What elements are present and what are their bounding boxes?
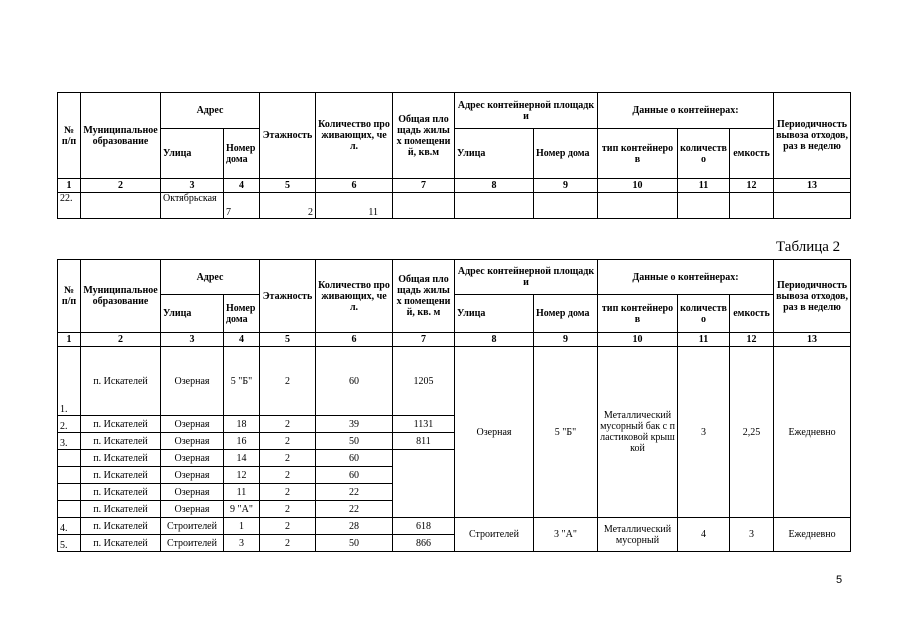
row-house: 1 [224,518,260,535]
col-number: 12 [730,179,774,193]
header-area: Общая площадь жилых помещений, кв.м [393,93,455,179]
site-street: Строителей [455,518,534,552]
row-residents: 50 [316,433,393,450]
header-container-count: количество [678,295,730,333]
header-site-address: Адрес контейнерной площадки [455,93,598,129]
row-residents: 22 [316,484,393,501]
row-num: 3. [58,433,81,450]
row-num [58,501,81,518]
col-number: 12 [730,333,774,347]
row-house: 9 "А" [224,501,260,518]
row-floors: 2 [260,484,316,501]
header-municipality: Муниципальное образование [81,260,161,333]
table-row [58,518,851,535]
table-2-header-row-1 [58,260,851,295]
header-area: Общая площадь жилых помещений, кв. м [393,260,455,333]
header-house: Номер дома [224,295,260,333]
row-floors: 2 [260,347,316,416]
row-empty [534,193,598,219]
header-frequency: Периодичность вывоза отходов, раз в неделю [774,93,851,179]
header-frequency: Периодичность вывоза отходов, раз в неделю [774,260,851,333]
row-house: 5 "Б" [224,347,260,416]
row-residents: 28 [316,518,393,535]
row-floors: 2 [260,518,316,535]
header-site-house: Номер дома [534,129,598,179]
row-floors: 2 [260,193,316,219]
header-street: Улица [161,295,224,333]
header-site-street: Улица [455,295,534,333]
col-number: 4 [224,179,260,193]
row-floors: 2 [260,416,316,433]
row-empty [730,193,774,219]
col-number: 7 [393,179,455,193]
header-container-type: тип контейнеров [598,295,678,333]
header-residents: Количество проживающих, чел. [316,260,393,333]
col-number: 10 [598,179,678,193]
site-street: Озерная [455,347,534,518]
table-1-header-row-1 [58,93,851,129]
row-municipality: п. Искателей [81,450,161,467]
col-number: 7 [393,333,455,347]
header-num: № п/п [58,260,81,333]
row-house: 12 [224,467,260,484]
col-number: 9 [534,333,598,347]
row-empty [774,193,851,219]
container-count: 3 [678,347,730,518]
row-floors: 2 [260,433,316,450]
row-municipality: п. Искателей [81,518,161,535]
site-house: 5 "Б" [534,347,598,518]
row-street: Озерная [161,450,224,467]
column-number-row [58,179,851,193]
row-area [393,450,455,518]
site-house: 3 "А" [534,518,598,552]
col-number: 3 [161,179,224,193]
row-house: 3 [224,535,260,552]
header-container-capacity: емкость [730,129,774,179]
row-house: 14 [224,450,260,467]
row-municipality: п. Искателей [81,501,161,518]
row-num: 1. [58,347,81,416]
col-number: 1 [58,333,81,347]
col-number: 4 [224,333,260,347]
header-residents: Количество проживающих, чел. [316,93,393,179]
row-municipality: п. Искателей [81,467,161,484]
row-municipality: п. Искателей [81,484,161,501]
col-number: 2 [81,179,161,193]
row-area: 866 [393,535,455,552]
header-container-data: Данные о контейнерах: [598,93,774,129]
header-container-capacity: емкость [730,295,774,333]
row-num: 22. [58,193,81,219]
row-num: 5. [58,535,81,552]
col-number: 6 [316,333,393,347]
row-residents: 11 [316,193,393,219]
table-row [58,193,851,219]
row-street: Озерная [161,467,224,484]
container-type: Металлический мусорный [598,518,678,552]
row-num [58,484,81,501]
row-street: Строителей [161,518,224,535]
header-floors: Этажность [260,260,316,333]
row-house: 7 [224,193,260,219]
row-residents: 39 [316,416,393,433]
col-number: 5 [260,179,316,193]
row-street: Озерная [161,416,224,433]
row-floors: 2 [260,535,316,552]
col-number: 9 [534,179,598,193]
frequency: Ежедневно [774,518,851,552]
col-number: 3 [161,333,224,347]
header-site-house: Номер дома [534,295,598,333]
page-number: 5 [836,574,843,586]
col-number: 11 [678,333,730,347]
header-municipality: Муниципальное образование [81,93,161,179]
header-address: Адрес [161,260,260,295]
row-area: 1131 [393,416,455,433]
header-container-count: количество [678,129,730,179]
row-num [58,467,81,484]
header-site-street: Улица [455,129,534,179]
row-house: 18 [224,416,260,433]
col-number: 2 [81,333,161,347]
table-2-header-row-2 [58,295,851,333]
row-floors: 2 [260,467,316,484]
row-street: Озерная [161,484,224,501]
table-1 [57,92,851,219]
row-residents: 50 [316,535,393,552]
col-number: 13 [774,179,851,193]
container-count: 4 [678,518,730,552]
row-residents: 60 [316,467,393,484]
header-container-data: Данные о контейнерах: [598,260,774,295]
container-capacity: 2,25 [730,347,774,518]
container-capacity: 3 [730,518,774,552]
container-type: Металлический мусорный бак с пластиковой крышкой [598,347,678,518]
row-street: Озерная [161,433,224,450]
table-2 [57,259,851,552]
col-number: 5 [260,333,316,347]
row-municipality: п. Искателей [81,433,161,450]
row-residents: 60 [316,347,393,416]
col-number: 8 [455,179,534,193]
table-1-header-row-2 [58,129,851,179]
header-floors: Этажность [260,93,316,179]
row-street: Октябрьская [161,193,224,219]
row-num: 2. [58,416,81,433]
row-empty [678,193,730,219]
row-municipality: п. Искателей [81,416,161,433]
col-number: 13 [774,333,851,347]
col-number: 8 [455,333,534,347]
table-caption: Таблица 2 [776,239,841,255]
frequency: Ежедневно [774,347,851,518]
row-municipality [81,193,161,219]
col-number: 11 [678,179,730,193]
row-floors: 2 [260,501,316,518]
row-house: 11 [224,484,260,501]
row-empty [598,193,678,219]
row-street: Строителей [161,535,224,552]
row-municipality: п. Искателей [81,347,161,416]
row-street: Озерная [161,347,224,416]
col-number: 6 [316,179,393,193]
row-area: 1205 [393,347,455,416]
header-house: Номер дома [224,129,260,179]
row-street: Озерная [161,501,224,518]
row-house: 16 [224,433,260,450]
header-address: Адрес [161,93,260,129]
header-num: № п/п [58,93,81,179]
row-empty [455,193,534,219]
header-street: Улица [161,129,224,179]
row-residents: 22 [316,501,393,518]
row-floors: 2 [260,450,316,467]
row-municipality: п. Искателей [81,535,161,552]
header-site-address: Адрес контейнерной площадки [455,260,598,295]
col-number: 10 [598,333,678,347]
row-residents: 60 [316,450,393,467]
row-area [393,193,455,219]
row-area: 618 [393,518,455,535]
row-num: 4. [58,518,81,535]
col-number: 1 [58,179,81,193]
row-area: 811 [393,433,455,450]
column-number-row [58,333,851,347]
row-num [58,450,81,467]
header-container-type: тип контейнеров [598,129,678,179]
table-row [58,347,851,416]
